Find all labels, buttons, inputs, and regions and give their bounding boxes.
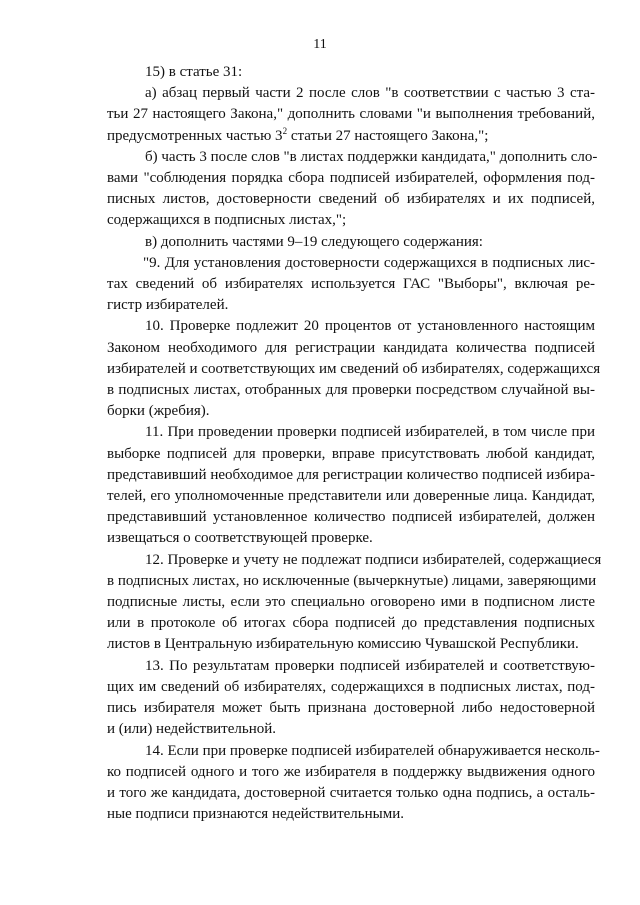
text-line: Законом необходимого для регистрации кандидата количества подписей — [107, 339, 595, 356]
text-line: 12. Проверке и учету не подлежат подписи избирателей, содержащиеся — [145, 551, 602, 568]
paragraph-item-v — [107, 232, 595, 253]
text-line: избирателей и соответствующих им сведений об избирателях, содержащихся — [107, 360, 601, 377]
text-line: в подписных листах, но исключенные (вычеркнутые) лицами, заверяющими — [107, 572, 597, 589]
text-line: телей, его уполномоченные представители или доверенные лица. Кандидат, — [107, 488, 595, 505]
text-line: в подписных листах, отобранных для проверки посредством случайной вы- — [107, 382, 595, 399]
paragraph-part-12 — [107, 550, 602, 656]
text-line: представивший установленное количество подписей избирателей, должен — [107, 509, 595, 526]
paragraph-item-a — [107, 83, 595, 147]
text-line: и (или) недействительной. — [107, 721, 277, 738]
paragraph-part-10 — [107, 316, 601, 422]
text-line: содержащихся в подписных листах,"; — [107, 212, 347, 229]
paragraph-part-11 — [107, 422, 595, 549]
text-line: а) абзац первый части 2 после слов "в соответствии с частью 3 ста- — [145, 85, 595, 102]
text-line: в) дополнить частями 9–19 следующего содержания: — [145, 233, 483, 250]
text-line: выборке подписей для проверки, вправе присутствовать любой кандидат, — [107, 445, 595, 462]
paragraph-item-b — [107, 147, 598, 232]
text-line: 13. По результатам проверки подписей избирателей и соответствую- — [145, 657, 595, 674]
text-line: представивший необходимое для регистрации количество подписей избира- — [107, 466, 595, 483]
text-line: щих им сведений об избирателях, содержащихся в подписных листах, под- — [107, 678, 595, 695]
text-line: 10. Проверке подлежит 20 процентов от установленного настоящим — [145, 318, 595, 335]
text-line-with-superscript — [107, 126, 595, 147]
text-line: пись избирателя может быть признана достоверной либо недостоверной — [107, 700, 595, 717]
text-line: тах сведений об избирателях используется ГАС "Выборы", включая ре- — [107, 276, 595, 293]
text-line: борки (жребия). — [107, 403, 210, 420]
text-line: гистр избирателей. — [107, 297, 229, 314]
text-line: б) часть 3 после слов "в листах поддержки кандидата," дополнить сло- — [145, 148, 598, 165]
text-line: и того же кандидата, достоверной считается только одна подпись, а осталь- — [107, 784, 595, 801]
superscript: 2 — [282, 125, 288, 136]
text-line: ко подписей одного и того же избирателя в поддержку выдвижения одного — [107, 763, 595, 780]
text-line: писных листов, достоверности сведений об избирателях и их подписей, — [107, 191, 595, 208]
paragraph-part-9 — [107, 253, 595, 317]
text-line: подписные листы, если это специально оговорено ими в подписном листе — [107, 594, 595, 611]
paragraph-part-13 — [107, 656, 595, 741]
text-line: листов в Центральную избирательную комиссию Чувашской Республики. — [107, 636, 579, 653]
document-body — [107, 62, 602, 825]
paragraph-part-14 — [107, 741, 600, 826]
text-line: 15) в статье 31: — [145, 64, 243, 80]
text-line: 14. Если при проверке подписей избирателей обнаруживается несколь- — [145, 742, 600, 759]
text-line: извещаться о соответствующей проверке. — [107, 530, 373, 547]
text-fragment: статьи 27 настоящего Закона,"; — [287, 127, 489, 144]
text-line: "9. Для установления достоверности содержащихся в подписных лис- — [143, 254, 595, 271]
paragraph-article-31-intro — [107, 62, 595, 83]
page-number: 11 — [313, 37, 327, 52]
text-line: или в протоколе об итогах сбора подписей до представления подписных — [107, 615, 595, 632]
text-line: ные подписи признаются недействительными. — [107, 806, 404, 823]
text-line: тьи 27 настоящего Закона," дополнить словами "и выполнения требований, — [107, 106, 595, 123]
text-line: вами "соблюдения порядка сбора подписей избирателей, оформления под- — [107, 170, 595, 187]
text-line: 11. При проведении проверки подписей избирателей, в том числе при — [145, 424, 595, 441]
text-fragment: предусмотренных частью 3 — [107, 127, 283, 144]
